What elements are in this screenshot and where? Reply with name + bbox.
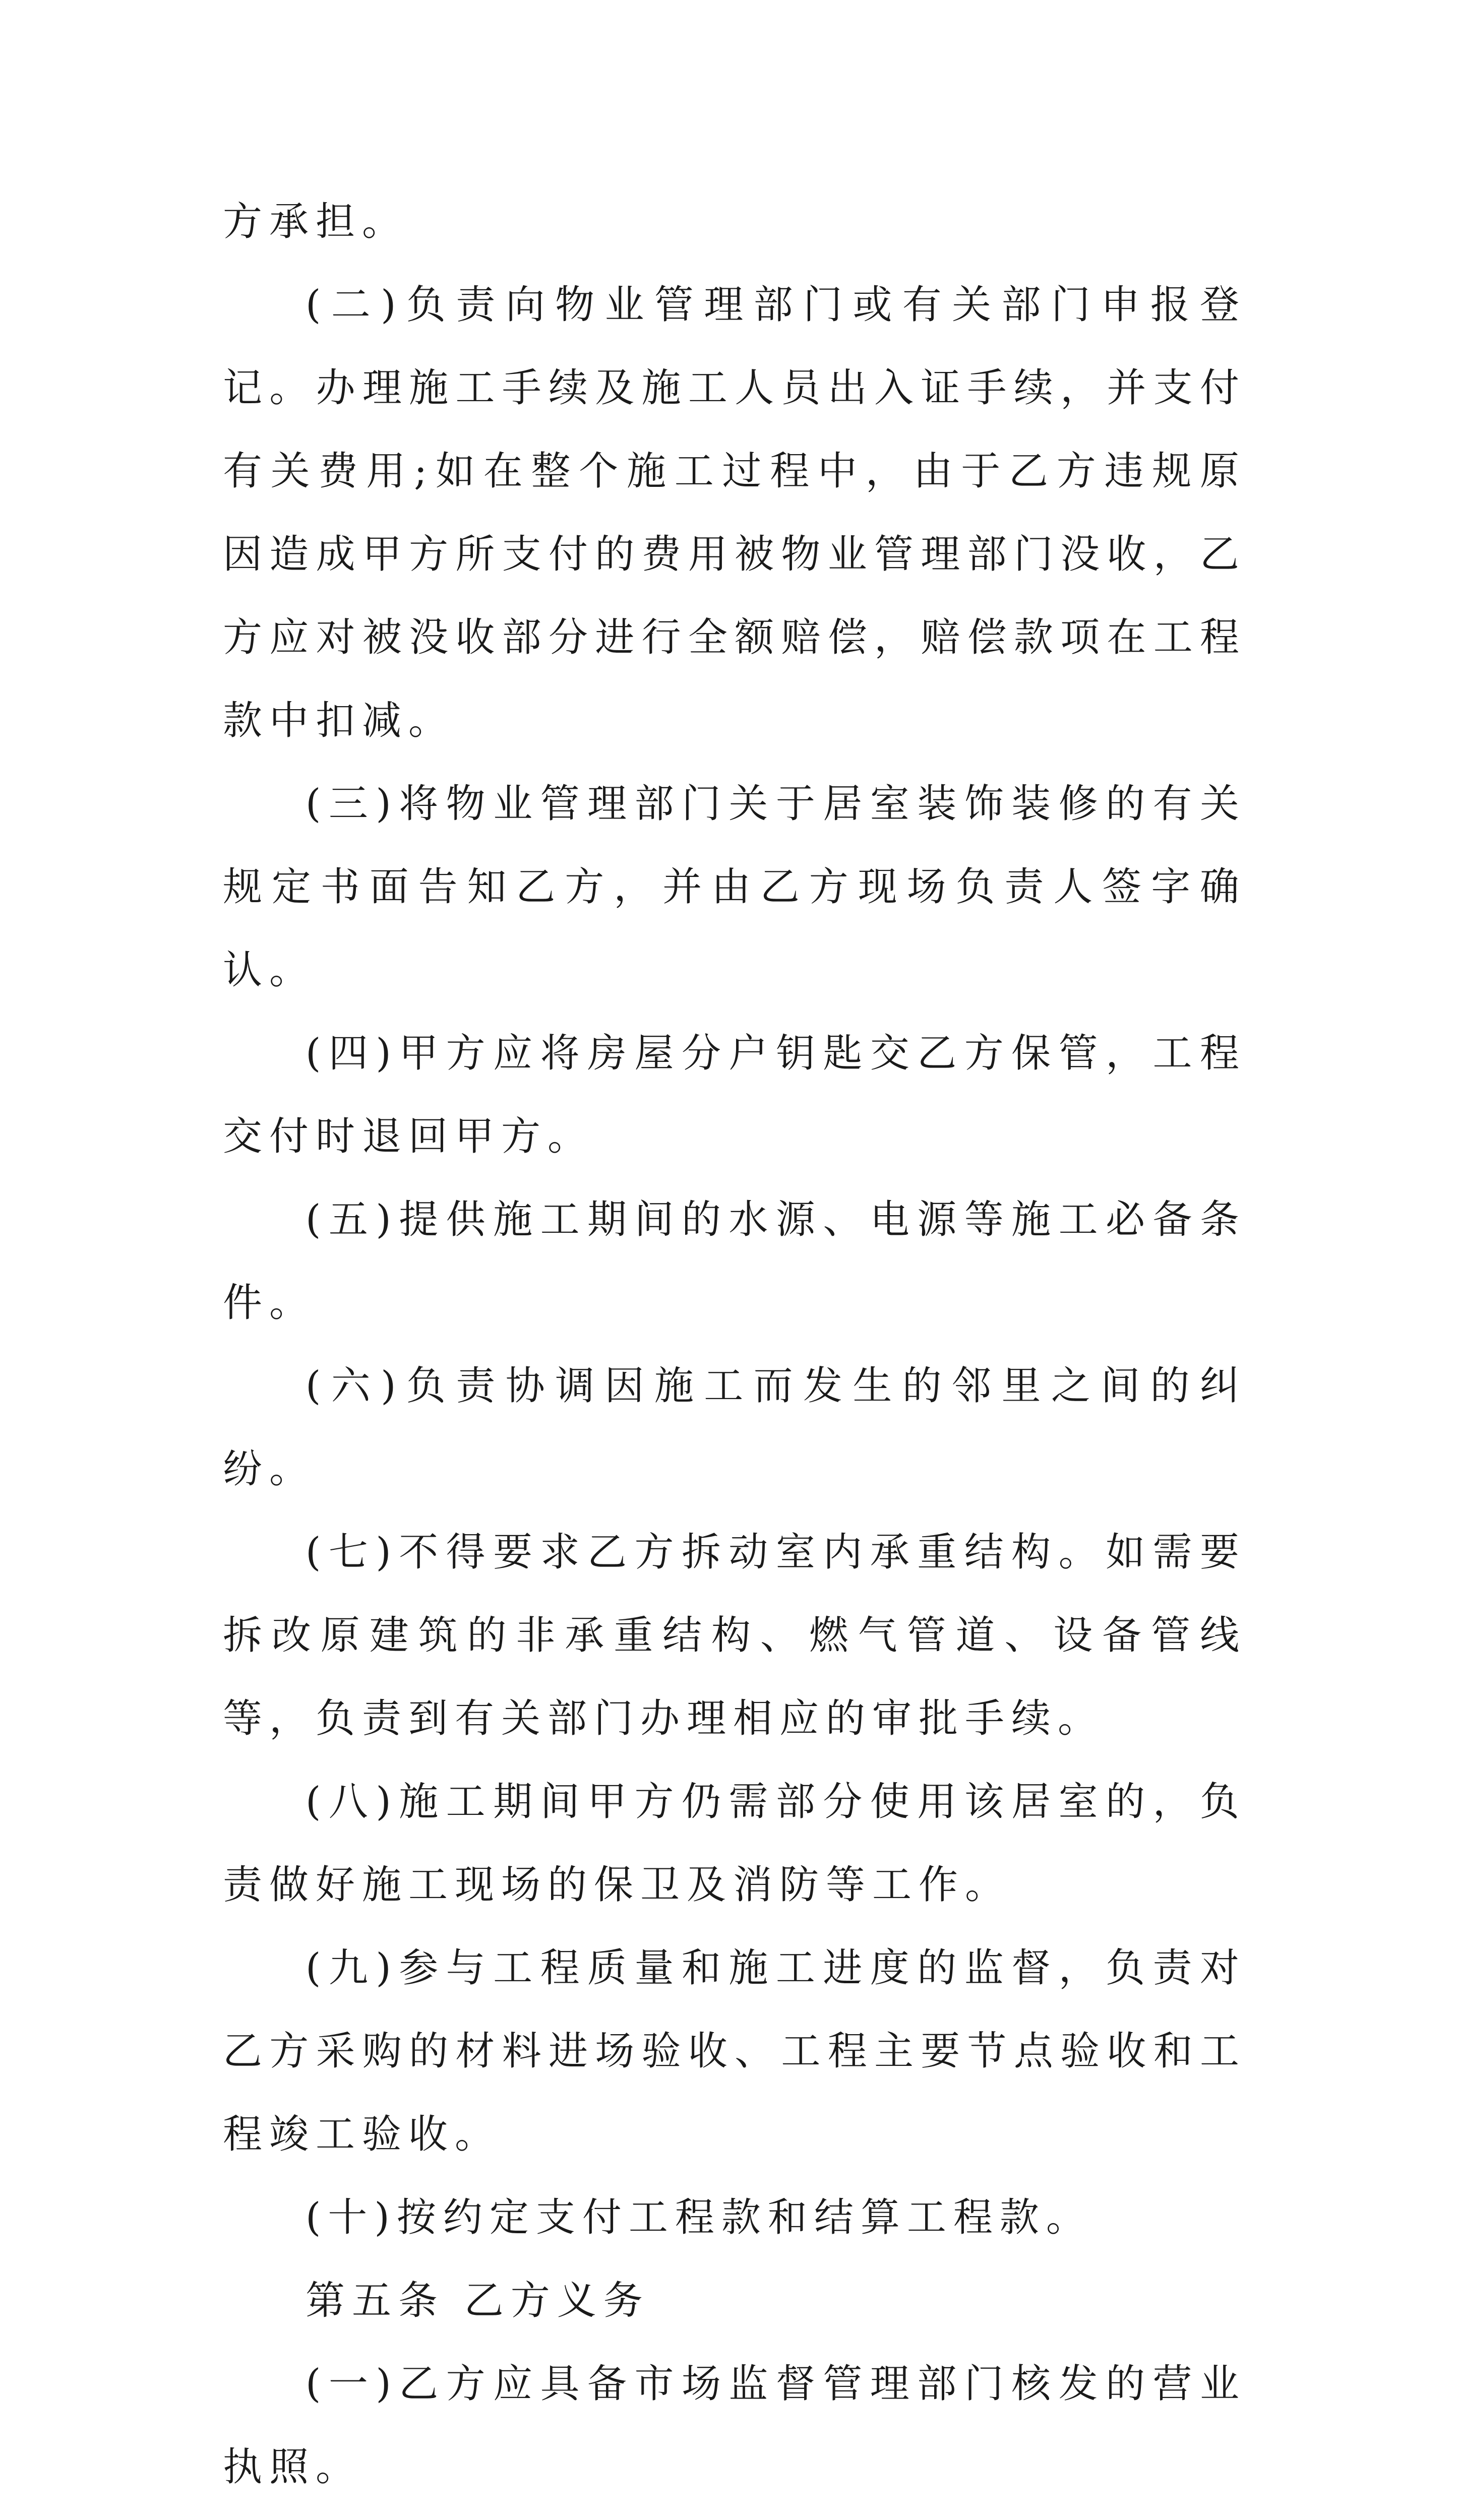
section-heading-article-5: 第五条 乙方义务 [306,2278,650,2323]
paragraph-article5-item-1: (一)乙方应具备市场监督管理部门核发的营业执照。 [223,2361,1246,2490]
paragraph-item-7: (七)不得要求乙方拆动室内承重结构。如需要拆改原建筑的非承重结构、燃气管道、设备管线等，负责到有关部门办理相应的审批手续。 [223,1530,1246,1741]
paragraph-item-9: (九)参与工程质量和施工进度的监督，负责对乙方采购的材料进场验收、工程主要节点验收和工程竣工验收。 [223,1945,1246,2157]
paragraph-article5-item-2 [223,2509,1246,2520]
paragraph-item-4: (四)甲方应将房屋分户钥匙交乙方保管，工程交付时退回甲方。 [223,1031,1246,1159]
paragraph-item-10: (十)按约定支付工程款和结算工程款。 [306,2195,1092,2240]
paragraph-continuation: 方承担。 [223,199,409,244]
paragraph-item-6: (六)负责协调因施工而发生的邻里之间的纠纷。 [223,1363,1246,1492]
paragraph-item-8: (八)施工期间甲方仍需部分使用该居室的，负责做好施工现场的保卫及消防等工作。 [223,1779,1246,1908]
paragraph-item-3: (三)将物业管理部门关于居室装饰装修的有关规定书面告知乙方，并由乙方现场负责人签字确认。 [223,781,1246,993]
paragraph-item-5: (五)提供施工期间的水源、电源等施工必备条件。 [223,1197,1246,1326]
paragraph-item-2: (二)负责向物业管理部门或有关部门申报登记。办理施工手续及施工人员出入证手续，并支付有关费用;如在整个施工过程中，由于乙方违规原因造成甲方所支付的费用被物业管理部门没收，乙方应对被没收部分进行全额赔偿，赔偿款项在工程款中扣减。 [223,282,1246,743]
document-body [223,180,1246,2520]
